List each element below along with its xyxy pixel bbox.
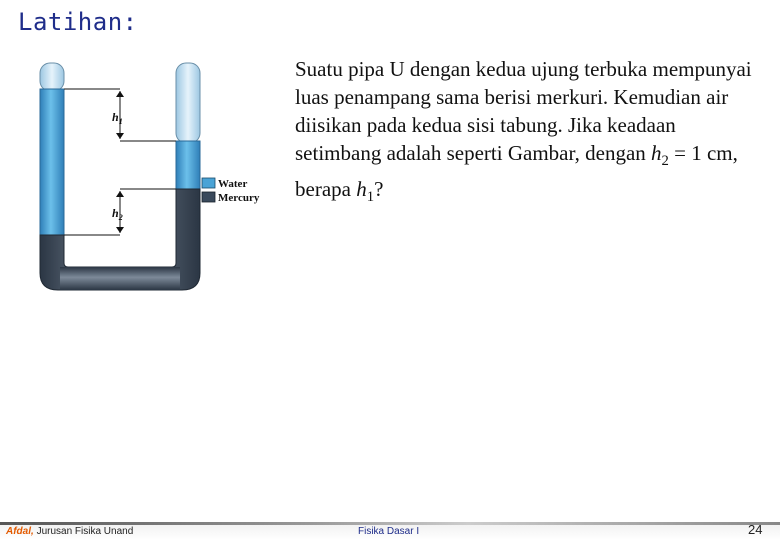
legend-water-label: Water	[218, 178, 248, 190]
h2-label: $h_2$	[112, 206, 123, 222]
u-tube-figure	[30, 55, 280, 300]
left-water-column	[40, 89, 64, 235]
legend-water-swatch	[202, 178, 215, 188]
page-number: 24	[748, 522, 763, 537]
footer-course: Fisika Dasar I	[358, 526, 420, 537]
right-tube-glass	[176, 63, 200, 143]
right-water-column	[176, 141, 200, 189]
legend-mercury-swatch	[202, 192, 215, 202]
slide-title: Latihan:	[18, 8, 138, 36]
h1-label: $h_1$	[112, 110, 123, 126]
legend-mercury-label: Mercury	[218, 192, 260, 204]
footer-author: Afdal, Jurusan Fisika Unand	[6, 526, 134, 537]
problem-text: Suatu pipa U dengan kedua ujung terbuka mempunyai luas penampang sama berisi merkuri. Kemudian air diisikan pada kedua sisi tabung. Jika keadaan setimbang adalah seperti Gambar, dengan $h_2 = 1$ cm, berapa $h_1$?	[295, 57, 752, 206]
left-tube-glass	[40, 63, 64, 91]
